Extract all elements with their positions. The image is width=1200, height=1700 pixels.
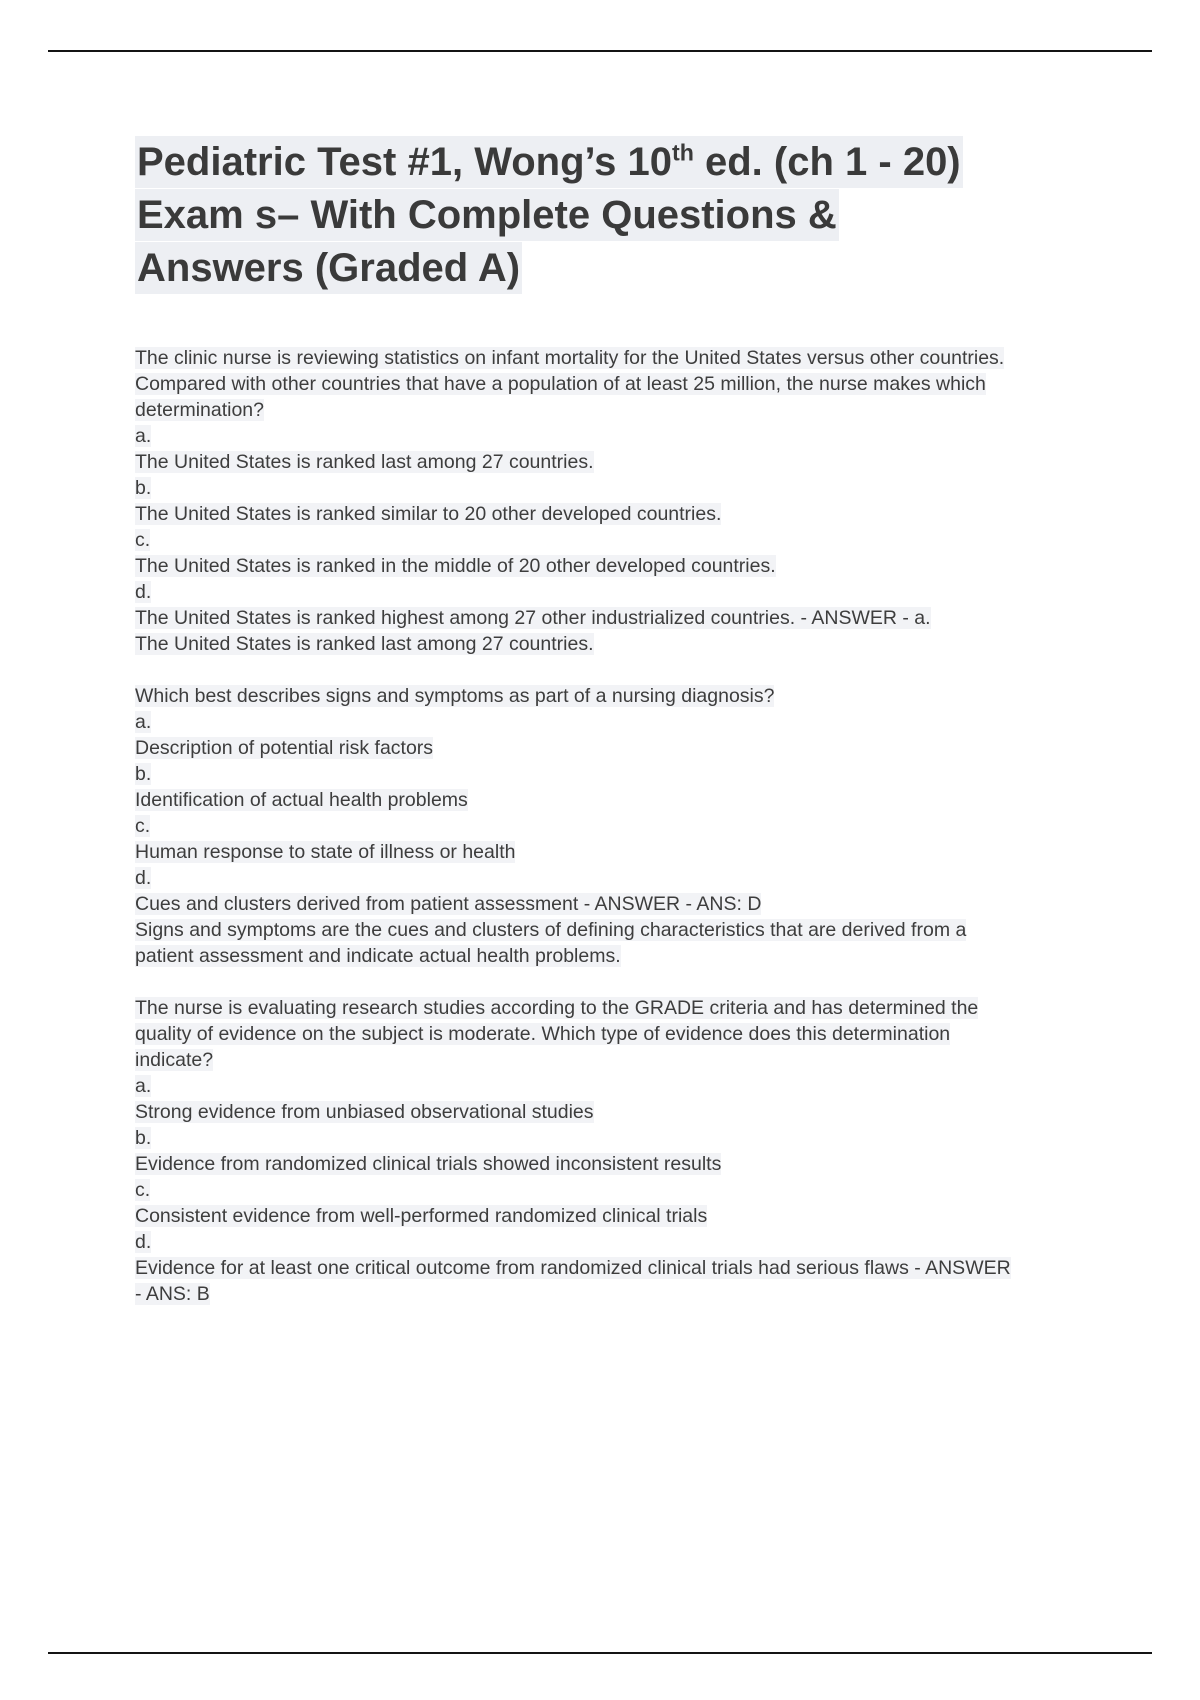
question-block	[135, 345, 1013, 657]
page-title	[135, 136, 1013, 295]
question-block	[135, 995, 1013, 1307]
option-text: Evidence from randomized clinical trials showed inconsistent results	[135, 1153, 722, 1175]
option-text: The United States is ranked in the middle of 20 other developed countries.	[135, 555, 776, 577]
option-text: Identification of actual health problems	[135, 789, 468, 811]
option-label: d.	[135, 1231, 152, 1253]
option-label: c.	[135, 529, 151, 551]
bottom-rule	[48, 1652, 1152, 1654]
question-text: Which best describes signs and symptoms as part of a nursing diagnosis?	[135, 685, 775, 707]
question-text: The clinic nurse is reviewing statistics on infant mortality for the United States versus other countries. Compared with other countries that have a population of at least 25 million, the nurse makes which determination?	[135, 347, 1005, 421]
option-label: b.	[135, 477, 152, 499]
question-block	[135, 683, 1013, 969]
option-label: a.	[135, 425, 152, 447]
option-text-with-answer: The United States is ranked highest among 27 other industrialized countries. - ANSWER - a.	[135, 607, 931, 629]
option-text: Description of potential risk factors	[135, 737, 434, 759]
option-label: a.	[135, 711, 152, 733]
title-part1: Pediatric Test #1, Wong’s 10	[137, 140, 672, 184]
page-content	[135, 136, 1013, 1333]
option-label: b.	[135, 1127, 152, 1149]
option-text-with-answer: Cues and clusters derived from patient assessment - ANSWER - ANS: D	[135, 893, 762, 915]
option-label: d.	[135, 581, 152, 603]
title-part2: ed. (ch 1 - 20) Exam s– With Complete Questions & Answers (Graded A)	[137, 140, 961, 290]
option-text-with-answer: Evidence for at least one critical outcome from randomized clinical trials had serious flaws - ANSWER - ANS: B	[135, 1257, 1011, 1305]
option-text: The United States is ranked last among 27 countries.	[135, 451, 594, 473]
option-label: c.	[135, 815, 151, 837]
document-body	[135, 345, 1013, 1307]
option-label: b.	[135, 763, 152, 785]
option-text: Strong evidence from unbiased observational studies	[135, 1101, 594, 1123]
option-label: a.	[135, 1075, 152, 1097]
answer-note: The United States is ranked last among 27 countries.	[135, 633, 594, 655]
answer-note: Signs and symptoms are the cues and clusters of defining characteristics that are derived from a patient assessment and indicate actual health problems.	[135, 919, 967, 967]
option-label: c.	[135, 1179, 151, 1201]
option-text: The United States is ranked similar to 20 other developed countries.	[135, 503, 722, 525]
option-text: Human response to state of illness or health	[135, 841, 516, 863]
top-rule	[48, 50, 1152, 52]
option-text: Consistent evidence from well-performed randomized clinical trials	[135, 1205, 708, 1227]
option-label: d.	[135, 867, 152, 889]
question-text: The nurse is evaluating research studies according to the GRADE criteria and has determined the quality of evidence on the subject is moderate. Which type of evidence does this determination indicate?	[135, 997, 979, 1071]
title-superscript: th	[672, 139, 694, 166]
